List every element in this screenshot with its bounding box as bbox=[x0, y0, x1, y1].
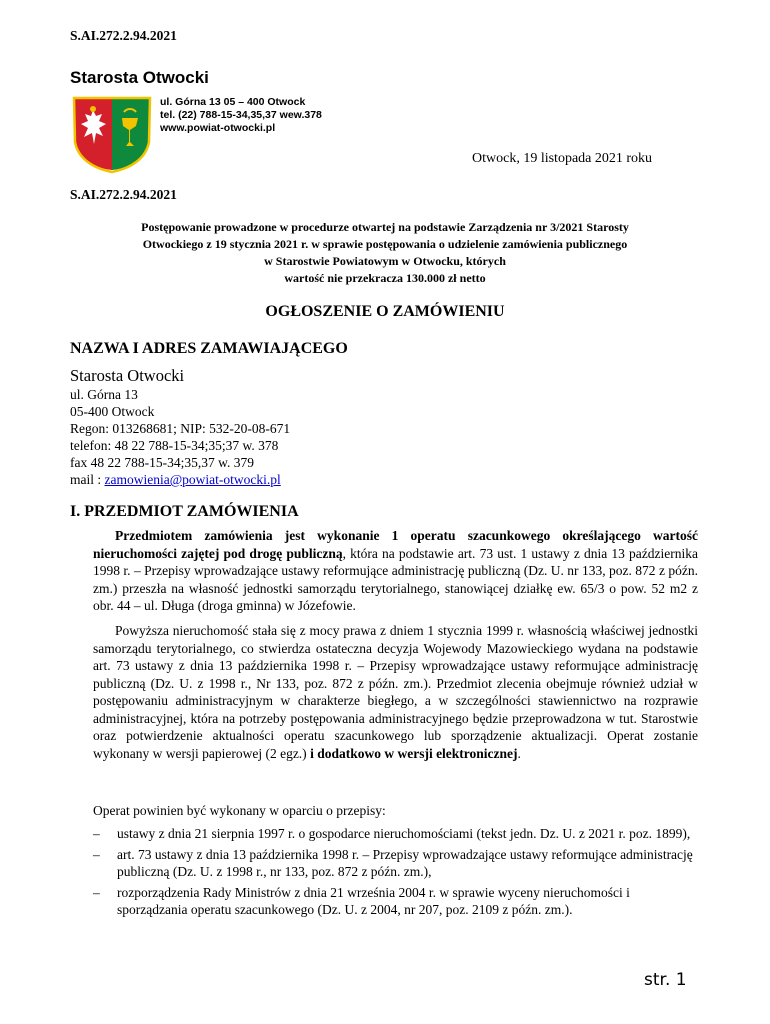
contracting-authority-contact bbox=[70, 386, 290, 488]
list-dash: – bbox=[93, 826, 100, 841]
contact-city: 05-400 Otwock bbox=[70, 404, 155, 419]
address-street: ul. Górna 13 05 – 400 Otwock bbox=[160, 96, 306, 108]
subject-paragraph-2-end: . bbox=[517, 745, 521, 761]
regulations-intro: Operat powinien być wykonany w oparciu o przepisy: bbox=[93, 803, 386, 818]
intro-line: wartość nie przekracza 130.000 zł netto bbox=[284, 271, 486, 285]
organization-address-block bbox=[160, 96, 322, 135]
contact-phone: telefon: 48 22 788-15-34;35;37 w. 378 bbox=[70, 438, 279, 453]
intro-line: Otwockiego z 19 stycznia 2021 r. w sprawie postępowania o udzielenie zamówienia publicznego bbox=[142, 237, 628, 251]
list-dash: – bbox=[93, 846, 100, 862]
announcement-title: OGŁOSZENIE O ZAMÓWIENIU bbox=[265, 303, 505, 320]
coat-of-arms-icon bbox=[72, 96, 152, 174]
list-item bbox=[93, 825, 698, 843]
document-reference: S.AI.272.2.94.2021 bbox=[70, 187, 177, 202]
list-item bbox=[93, 884, 698, 919]
contact-fax: fax 48 22 788-15-34;35,37 w. 379 bbox=[70, 455, 254, 470]
list-item bbox=[93, 846, 698, 881]
page-number: str. 1 bbox=[644, 970, 687, 990]
list-dash: – bbox=[93, 884, 100, 900]
subject-paragraph-2-text: Powyższa nieruchomość stała się z mocy prawa z dniem 1 stycznia 1999 r. własnością właściwej jednostki samorządu terytorialnego, co stwierdza ostateczna decyzja Wojewody Mazowieckiego wydana na podstawie art. 73 ustawy z dnia 13 października 1998 r. – Przepisy wprowadzające ustawy reformujące administrację publiczną (Dz. U. z 1998 r., Nr 133, poz. 872 z późn. zm.). Przedmiot zlecenia obejmuje również udział w postępowaniu administracyjnym w charakterze biegłego, a w szczególności stawiennictwo na rozprawie administracyjnej, która na potrzeby postępowania administracyjnego będzie przeprowadzona w tut. Starostwie oraz potwierdzenie aktualności operatu szacunkowego lub sporządzenie aktualizacji. Operat zostanie wykonany w wersji papierowej (2 egz.) bbox=[93, 623, 698, 761]
subject-paragraph-1-text: , która na podstawie art. 73 ust. 1 ustawy z dnia 13 października 1998 r. – Przepisy wprowadzające ustawy reformujące administrację publiczną (Dz. U. nr 133, poz. 872 z późn. zm.) przeszła na własność jednostki samorządu terytorialnego, stanowiącej działkę ew. 65/3 o pow. 52 m2 z obr. 44 – ul. Długa (droga gminna) w Józefowie. bbox=[93, 545, 698, 613]
document-date: Otwock, 19 listopada 2021 roku bbox=[472, 151, 653, 166]
list-item-text: art. 73 ustawy z dnia 13 października 1998 r. – Przepisy wprowadzające ustawy reformujące administrację publiczną (Dz. U. z 1998 r., nr 133, poz. 872 z późn. zm.), bbox=[117, 846, 693, 879]
subject-paragraph-2-bold: i dodatkowo w wersji elektronicznej bbox=[310, 745, 518, 761]
contracting-authority-heading: NAZWA I ADRES ZAMAWIAJĄCEGO bbox=[70, 340, 348, 357]
regulations-list bbox=[93, 825, 698, 922]
contact-mail-row bbox=[70, 471, 290, 488]
subject-heading: I. PRZEDMIOT ZAMÓWIENIA bbox=[70, 503, 299, 520]
subject-paragraph-1 bbox=[93, 527, 698, 615]
intro-line: w Starostwie Powiatowym w Otwocku, których bbox=[264, 254, 506, 268]
intro-line: Postępowanie prowadzone w procedurze otwartej na podstawie Zarządzenia nr 3/2021 Starosty bbox=[141, 220, 629, 234]
procedure-intro bbox=[80, 219, 690, 287]
subject-paragraph-1-bold: Przedmiotem zamówienia jest wykonanie 1 operatu szacunkowego określającego wartość nieruchomości zajętej pod drogę publiczną bbox=[93, 528, 698, 561]
contact-regon: Regon: 013268681; NIP: 532-20-08-671 bbox=[70, 421, 291, 436]
address-phone: tel. (22) 788-15-34,35,37 wew.378 bbox=[160, 109, 322, 121]
address-website: www.powiat-otwocki.pl bbox=[160, 122, 276, 134]
contact-mail-label: mail : bbox=[70, 472, 105, 487]
organization-name: Starosta Otwocki bbox=[70, 68, 209, 87]
list-item-text: ustawy z dnia 21 sierpnia 1997 r. o gospodarce nieruchomościami (tekst jedn. Dz. U. z 2021 r. poz. 1899), bbox=[117, 826, 691, 841]
contracting-authority-name: Starosta Otwocki bbox=[70, 366, 185, 385]
document-reference-top: S.AI.272.2.94.2021 bbox=[70, 28, 177, 43]
subject-paragraph-2 bbox=[93, 622, 698, 762]
contact-mail-link[interactable]: zamowienia@powiat-otwocki.pl bbox=[104, 472, 281, 487]
list-item-text: rozporządzenia Rady Ministrów z dnia 21 września 2004 r. w sprawie wyceny nieruchomości i sporządzania operatu szacunkowego (Dz. U. z 2004, nr 207, poz. 2109 z późn. zm.). bbox=[117, 884, 630, 917]
contact-street: ul. Górna 13 bbox=[70, 387, 138, 402]
